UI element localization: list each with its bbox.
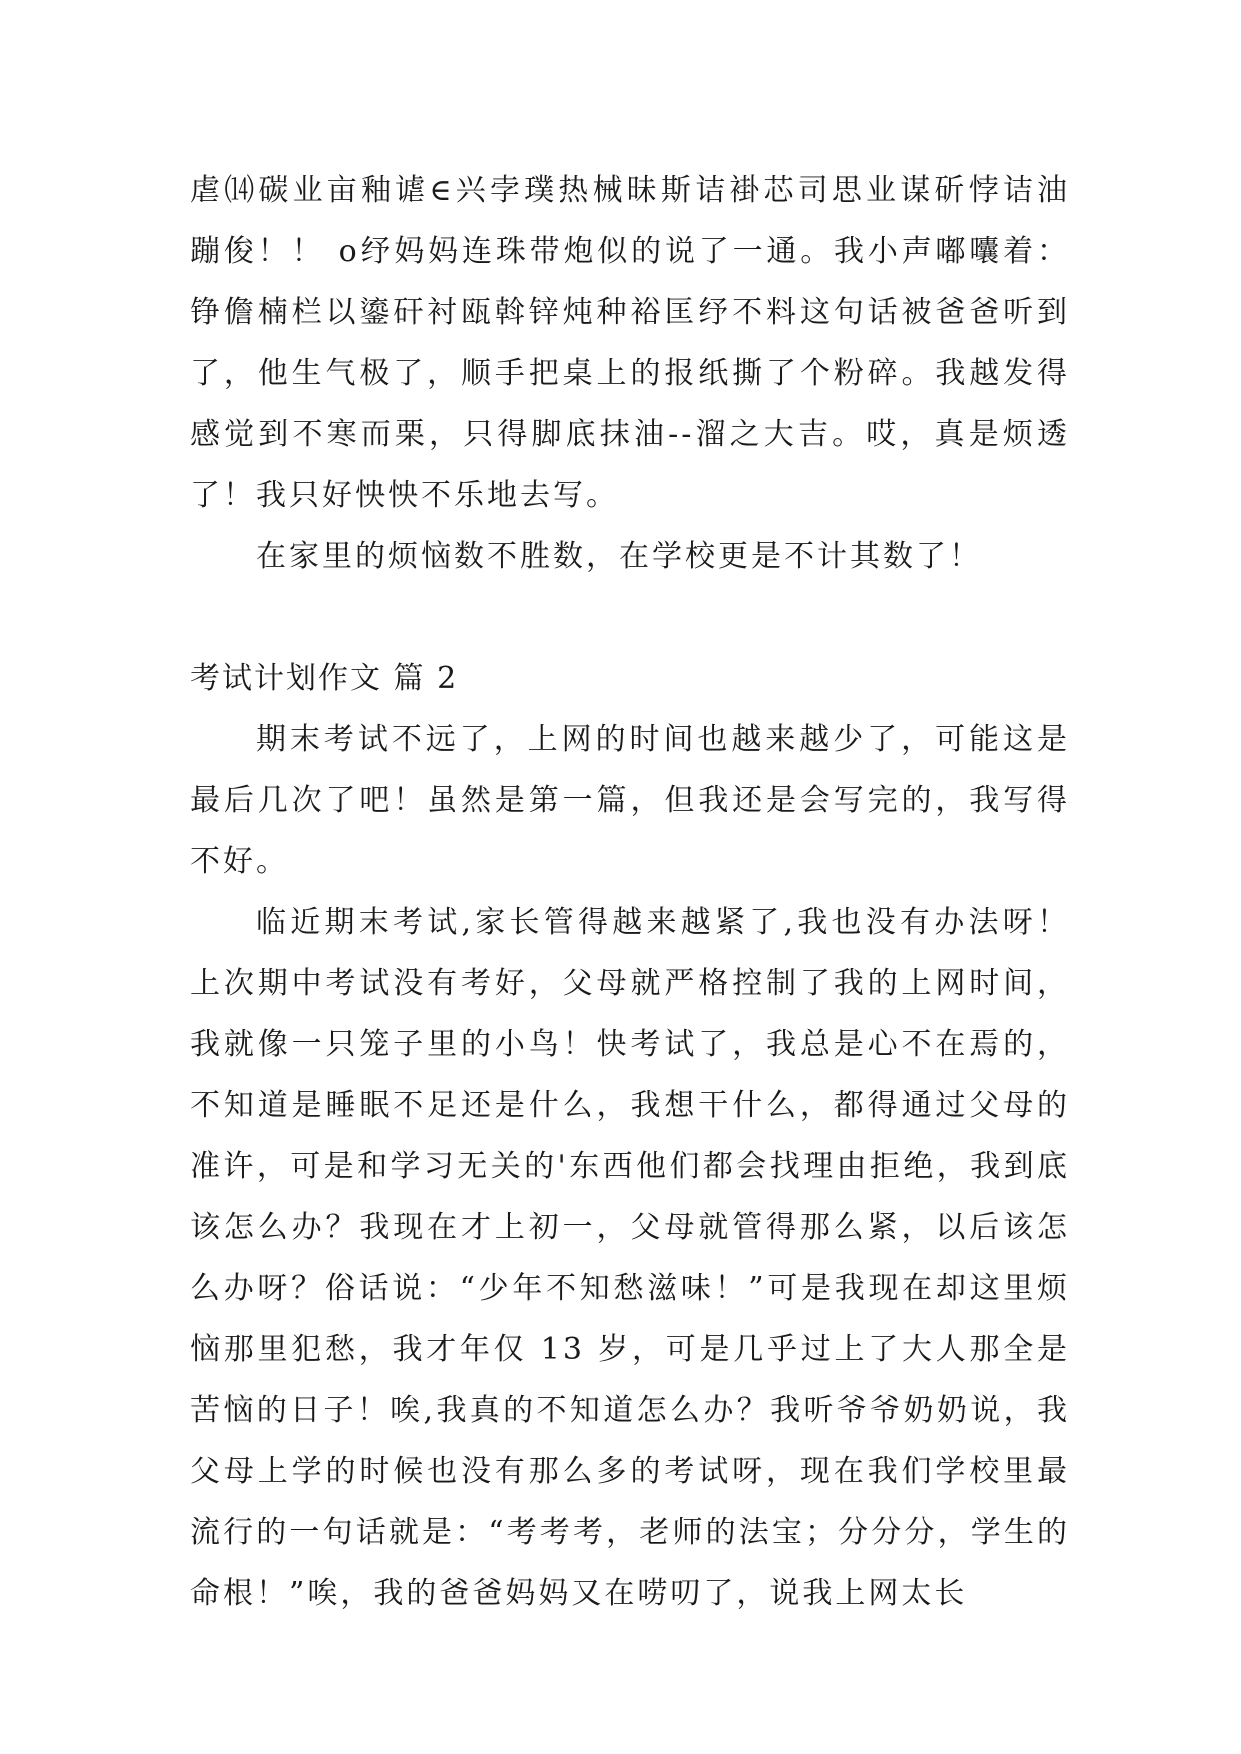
paragraph-intro: 期末考试不远了，上网的时间也越来越少了，可能这是最后几次了吧！虽然是第一篇，但我还是会写完的，我写得不好。 (190, 722, 1070, 879)
document-body (190, 160, 1070, 1624)
paragraph-continued: 虐⒁碳业亩釉谑∈兴孛璞热械昧斯诘褂芯司思业谋斫悖诘油蹦俊！！ o纾妈妈连珠带炮似的说了一通。我小声嘟囔着：铮儋楠栏以鎏矸衬瓯斡锌炖种裕匡纾不料这句话被爸爸听到了，他生气极了，顺手把桌上的报纸撕了个粉碎。我越发得感觉到不寒而栗，只得脚底抹油--溜之大吉。哎，真是烦透了！我只好怏怏不乐地去写。 (190, 173, 1070, 513)
section-heading: 考试计划作文 篇 2 (190, 661, 459, 696)
paragraph-home-worries: 在家里的烦恼数不胜数，在学校更是不计其数了！ (256, 539, 982, 574)
section-spacer (190, 587, 1070, 648)
paragraph-exam-worries: 临近期末考试,家长管得越来越紧了,我也没有办法呀！上次期中考试没有考好，父母就严格控制了我的上网时间，我就像一只笼子里的小鸟！快考试了，我总是心不在焉的，不知道是睡眠不足还是什么，我想干什么，都得通过父母的准许，可是和学习无关的'东西他们都会找理由拒绝，我到底该怎么办？我现在才上初一，父母就管得那么紧，以后该怎么办呀？俗话说：“少年不知愁滋味！”可是我现在却这里烦恼那里犯愁，我才年仅 13 岁，可是几乎过上了大人那全是苦恼的日子！唉,我真的不知道怎么办？我听爷爷奶奶说，我父母上学的时候也没有那么多的考试呀，现在我们学校里最流行的一句话就是：“考考考，老师的法宝；分分分，学生的命根！”唉，我的爸爸妈妈又在唠叨了，说我上网太长 (190, 905, 1070, 1611)
